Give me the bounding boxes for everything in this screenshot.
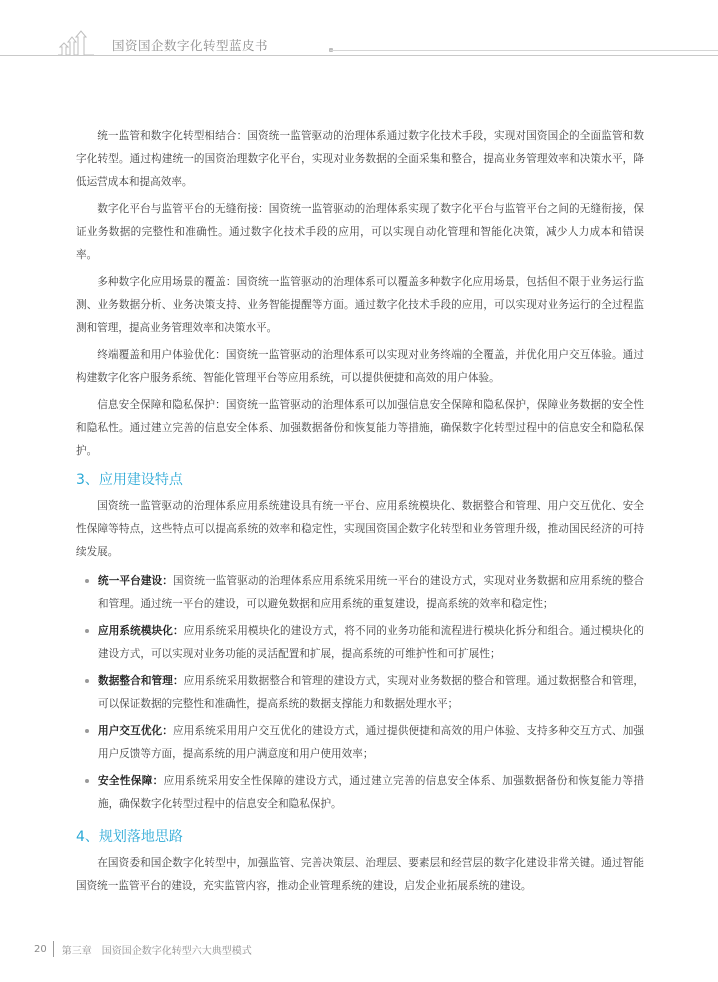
item-label: 用户交互优化： <box>98 725 173 737</box>
paragraph: 多种数字化应用场景的覆盖：国资统一监管驱动的治理体系可以覆盖多种数字化应用场景，包括但不限于业务运行监测、业务数据分析、业务决策支持、业务智能提醒等方面。通过数字化技术手段的应用，可以实现对业务运行的全过程监测和管理，提高业务管理效率和决策水平。 <box>76 276 644 334</box>
item-label: 数据整合和管理： <box>98 675 184 687</box>
page-footer <box>34 941 252 957</box>
list-item <box>76 720 644 766</box>
chapter-label: 第三章 <box>61 945 92 957</box>
header-divider <box>0 55 718 56</box>
feature-list <box>76 570 644 816</box>
chapter-title: 国资国企数字化转型六大典型模式 <box>101 945 252 957</box>
paragraph: 终端覆盖和用户体验优化：国资统一监管驱动的治理体系可以实现对业务终端的全覆盖，并优化用户交互体验。通过构建数字化客户服务系统、智能化管理平台等应用系统，可以提供便捷和高效的用户体验。 <box>76 349 644 384</box>
bullet-icon <box>85 779 89 783</box>
book-title: 国资国企数字化转型蓝皮书 <box>112 38 269 53</box>
section-intro: 在国资委和国企数字化转型中，加强监管、完善决策层、治理层、要素层和经营层的数字化建设非常关键。通过智能国资统一监管平台的建设，充实监管内容，推动企业管理系统的建设，启发企业拓展系统的建设。 <box>76 857 644 892</box>
section-heading-3: 3、应用建设特点 <box>76 472 183 488</box>
page-content <box>76 125 644 902</box>
paragraph: 数字化平台与监管平台的无缝衔接：国资统一监管驱动的治理体系实现了数字化平台与监管平台之间的无缝衔接，保证业务数据的完整性和准确性。通过数字化技术手段的应用，可以实现自动化管理和智能化决策，减少人力成本和错误率。 <box>76 203 644 261</box>
list-item <box>76 770 644 816</box>
page-header <box>0 0 718 70</box>
list-item <box>76 620 644 666</box>
list-item <box>76 570 644 616</box>
item-text: 应用系统采用数据整合和管理的建设方式，实现对业务数据的整合和管理。通过数据整合和管理，可以保证数据的完整性和准确性，提高系统的数据支撑能力和数据处理水平； <box>98 675 645 710</box>
item-label: 安全性保障： <box>98 775 164 787</box>
item-text: 国资统一监管驱动的治理体系应用系统采用统一平台的建设方式，实现对业务数据和应用系统的整合和管理。通过统一平台的建设，可以避免数据和应用系统的重复建设，提高系统的效率和稳定性； <box>98 575 645 610</box>
section-heading-4: 4、规划落地思路 <box>76 829 183 845</box>
item-text: 应用系统采用模块化的建设方式，将不同的业务功能和流程进行模块化拆分和组合。通过模块化的建设方式，可以实现对业务功能的灵活配置和扩展，提高系统的可维护性和可扩展性； <box>98 625 645 660</box>
list-item <box>76 670 644 716</box>
bullet-icon <box>85 679 89 683</box>
item-text: 应用系统采用安全性保障的建设方式，通过建立完善的信息安全体系、加强数据备份和恢复能力等措施，确保数字化转型过程中的信息安全和隐私保护。 <box>98 775 644 810</box>
item-label: 统一平台建设： <box>98 575 173 587</box>
bullet-icon <box>85 629 89 633</box>
item-label: 应用系统模块化： <box>98 625 184 637</box>
item-text: 应用系统采用用户交互优化的建设方式，通过提供便捷和高效的用户体验、支持多种交互方式、加强用户反馈等方面，提高系统的用户满意度和用户使用效率； <box>98 725 645 760</box>
bullet-icon <box>85 729 89 733</box>
footer-divider <box>53 941 54 957</box>
header-divider-upper <box>330 50 718 51</box>
section-intro: 国资统一监管驱动的治理体系应用系统建设具有统一平台、应用系统模块化、数据整合和管理、用户交互优化、安全性保障等特点，这些特点可以提高系统的效率和稳定性，实现国资国企数字化转型和业务管理升级，推动国民经济的可持续发展。 <box>76 500 644 558</box>
paragraph: 信息安全保障和隐私保护：国资统一监管驱动的治理体系可以加强信息安全保障和隐私保护，保障业务数据的安全性和隐私性。通过建立完善的信息安全体系、加强数据备份和恢复能力等措施，确保数字化转型过程中的信息安全和隐私保护。 <box>76 399 644 457</box>
bullet-icon <box>85 579 89 583</box>
rising-arrows-icon <box>58 28 94 56</box>
page-number: 20 <box>34 943 47 955</box>
paragraph: 统一监管和数字化转型相结合：国资统一监管驱动的治理体系通过数字化技术手段，实现对国资国企的全面监管和数字化转型。通过构建统一的国资治理数字化平台，实现对业务数据的全面采集和整合，提高业务管理效率和决策水平，降低运营成本和提高效率。 <box>76 130 644 188</box>
